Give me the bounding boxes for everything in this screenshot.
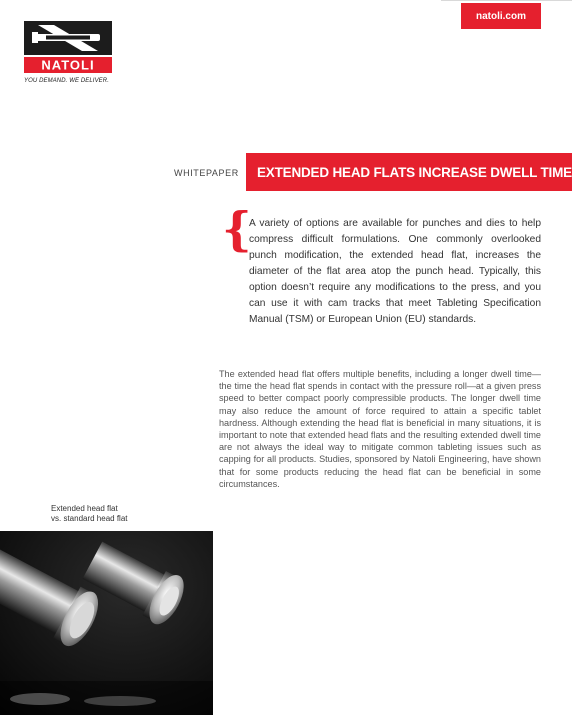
caption-line-2: vs. standard head flat (51, 514, 128, 523)
punch-photo-graphic (0, 531, 213, 715)
logo-wordmark: NATOLI (41, 57, 95, 73)
body-paragraph: The extended head flat offers multiple benefits, including a longer dwell time—the time the head flat spends in contact with the pressure roll—at a given press speed to better compact poorly compressible products. The longer dwell time may also reduce the amount of force required to attain a specific tablet hardness. Although extending the head flat is beneficial in many situations, it is important to note that extended head flats and the resulting extended dwell time are not always the ideal way to mitigate common tableting issues such as capping for all products. Studies, sponsored by Natoli Engineering, have shown that for some products reducing the head flat can be beneficial in some circumstances. (219, 369, 541, 489)
website-link[interactable]: natoli.com (461, 3, 541, 29)
logo-graphic (24, 21, 112, 73)
natoli-logo[interactable] (24, 21, 112, 73)
whitepaper-label: WHITEPAPER (174, 168, 239, 178)
article-title: EXTENDED HEAD FLATS INCREASE DWELL TIME (246, 153, 572, 191)
caption-line-1: Extended head flat (51, 504, 118, 513)
figure-caption (51, 504, 128, 524)
punch-photo (0, 531, 213, 715)
intro-paragraph: A variety of options are available for punches and dies to help compress difficult formulations. One commonly overlooked punch modification, the extended head flat, increases the diameter of the flat area atop the punch head. Typically, this option doesn’t require any modifications to the press, and you can use it with cam tracks that meet Tableting Specification Manual (TSM) or European Union (EU) standards. (249, 218, 541, 325)
top-rule (441, 0, 572, 1)
tagline: YOU DEMAND. WE DELIVER. (24, 78, 109, 84)
curly-brace-icon: { (222, 202, 252, 256)
